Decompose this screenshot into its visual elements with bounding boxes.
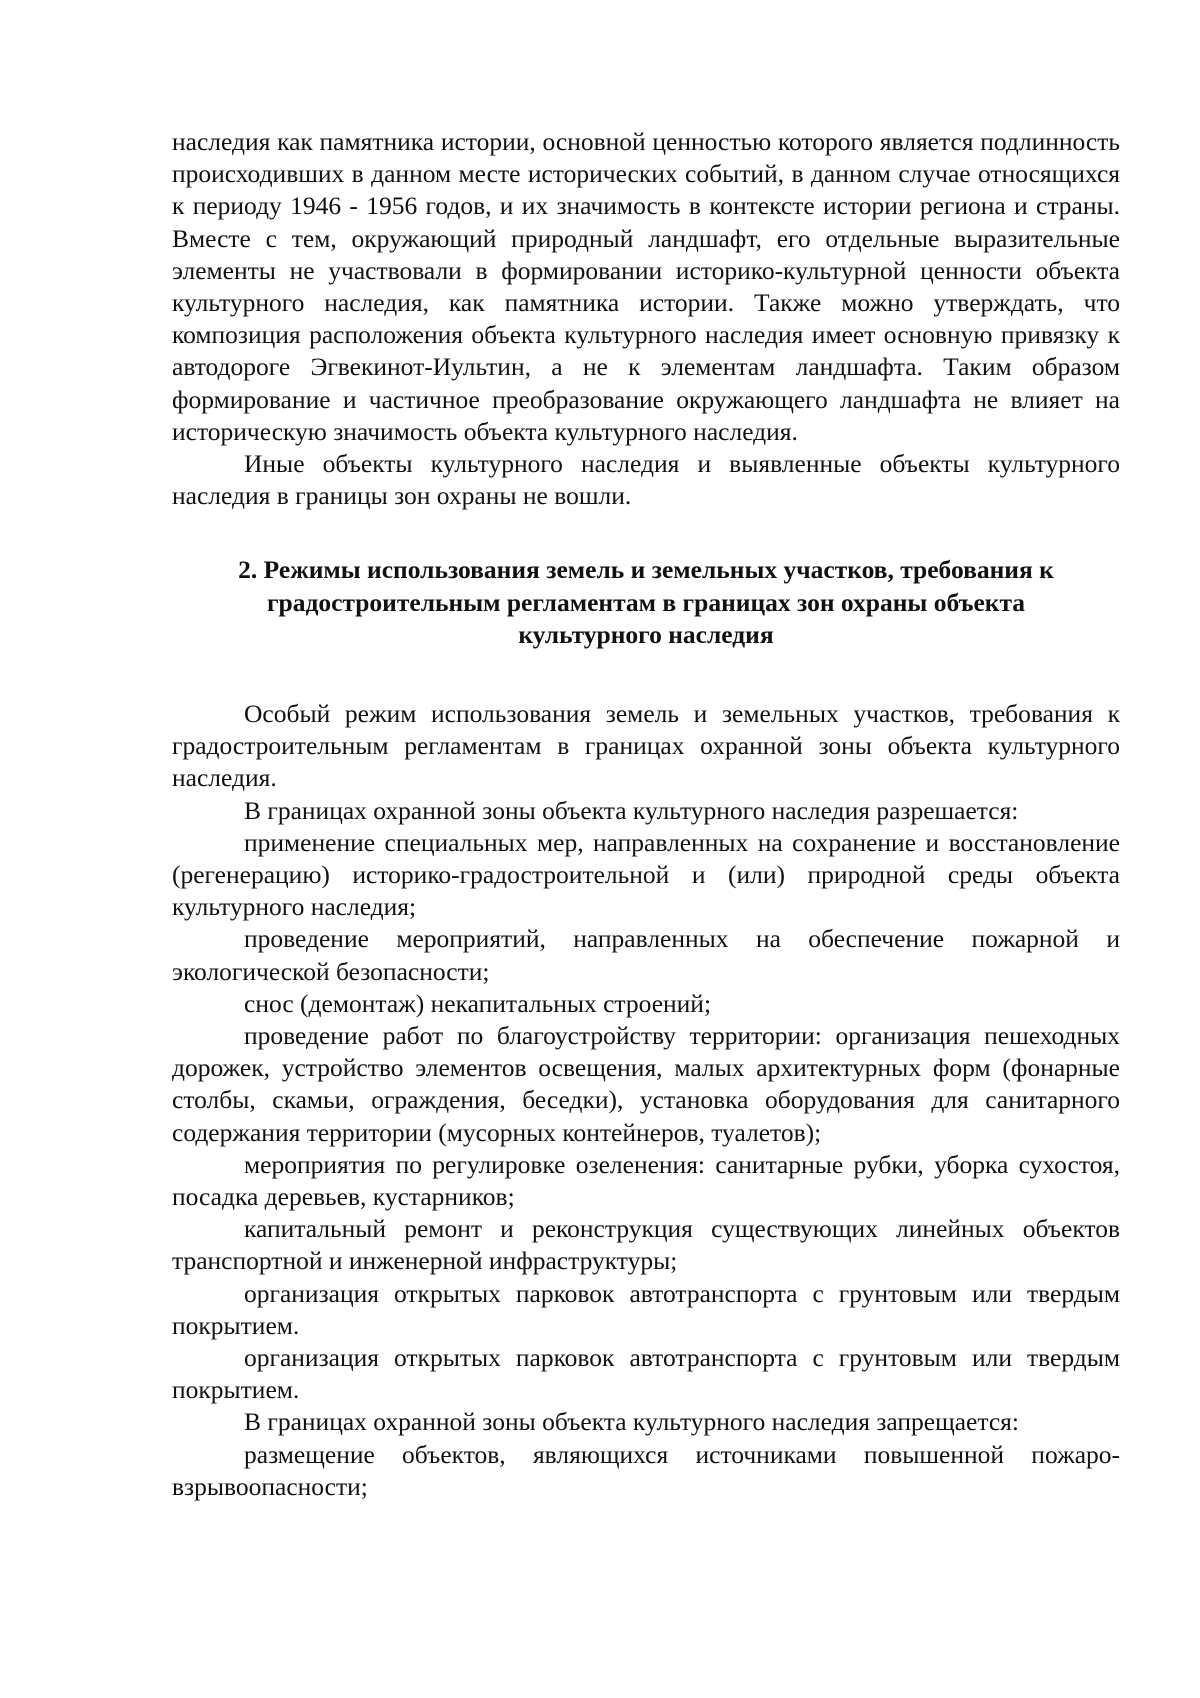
list-item-allowed-restoration: применение специальных мер, направленных на сохранение и восстановление (регенерацию) историко-градостроительной и (или) природной среды объекта культурного наследия;	[172, 827, 1120, 922]
body-paragraph-prohibited-intro: В границах охранной зоны объекта культурного наследия запрещается:	[244, 1407, 1019, 1437]
intro-paragraph-continued: наследия как памятника истории, основной ценностью которого является подлинность происходивших в данном месте исторических событий, в данном случае относящихся к периоду 1946 - 1956 годов, и их значимость в контексте истории региона и страны. Вместе с тем, окружающий природный ландшафт, его отдельные выразительные элементы не участвовали в формировании историко-культурной ценности объекта культурного наследия, как памятника истории. Также можно утверждать, что композиция расположения объекта культурного наследия имеет основную привязку к автодороге Эгвекинот-Иультин, а не к элементам ландшафта. Таким образом формирование и частичное преобразование окружающего ландшафта не влияет на историческую значимость объекта культурного наследия.	[172, 127, 1120, 446]
list-item-prohibited-fire-hazard: размещение объектов, являющихся источниками повышенной пожаро-взрывоопасности;	[172, 1439, 1120, 1501]
document-page	[172, 126, 1120, 1503]
section-heading-line-1: 2. Режимы использования земель и земельных участков, требования к	[238, 555, 1054, 585]
section-heading-line-2: градостроительным регламентам в границах зон охраны объекта	[266, 587, 1026, 617]
list-item-allowed-demolition: снос (демонтаж) некапитальных строений;	[244, 988, 712, 1018]
body-paragraph-special-regime: Особый режим использования земель и земельных участков, требования к градостроительным регламентам в границах охранной зоны объекта культурного наследия.	[172, 698, 1120, 793]
list-item-allowed-greenery: мероприятия по регулировке озеленения: санитарные рубки, уборка сухостоя, посадка деревьев, кустарников;	[172, 1149, 1120, 1211]
section-heading	[182, 554, 1110, 652]
list-item-allowed-landscaping: проведение работ по благоустройству территории: организация пешеходных дорожек, устройство элементов освещения, малых архитектурных форм (фонарные столбы, скамьи, ограждения, беседки), установка оборудования для санитарного содержания территории (мусорных контейнеров, туалетов);	[172, 1020, 1120, 1147]
list-item-allowed-infrastructure: капитальный ремонт и реконструкция существующих линейных объектов транспортной и инженерной инфраструктуры;	[172, 1214, 1120, 1276]
intro-paragraph-other-objects: Иные объекты культурного наследия и выявленные объекты культурного наследия в границы зон охраны не вошли.	[172, 449, 1120, 511]
list-item-allowed-parking-repeat: организация открытых парковок автотранспорта с грунтовым или твердым покрытием.	[172, 1343, 1120, 1405]
list-item-allowed-parking: организация открытых парковок автотранспорта с грунтовым или твердым покрытием.	[172, 1278, 1120, 1340]
list-item-allowed-safety: проведение мероприятий, направленных на обеспечение пожарной и экологической безопасности;	[172, 924, 1120, 986]
body-paragraph-allowed-intro: В границах охранной зоны объекта культурного наследия разрешается:	[244, 795, 1019, 825]
section-heading-line-3: культурного наследия	[518, 620, 774, 650]
